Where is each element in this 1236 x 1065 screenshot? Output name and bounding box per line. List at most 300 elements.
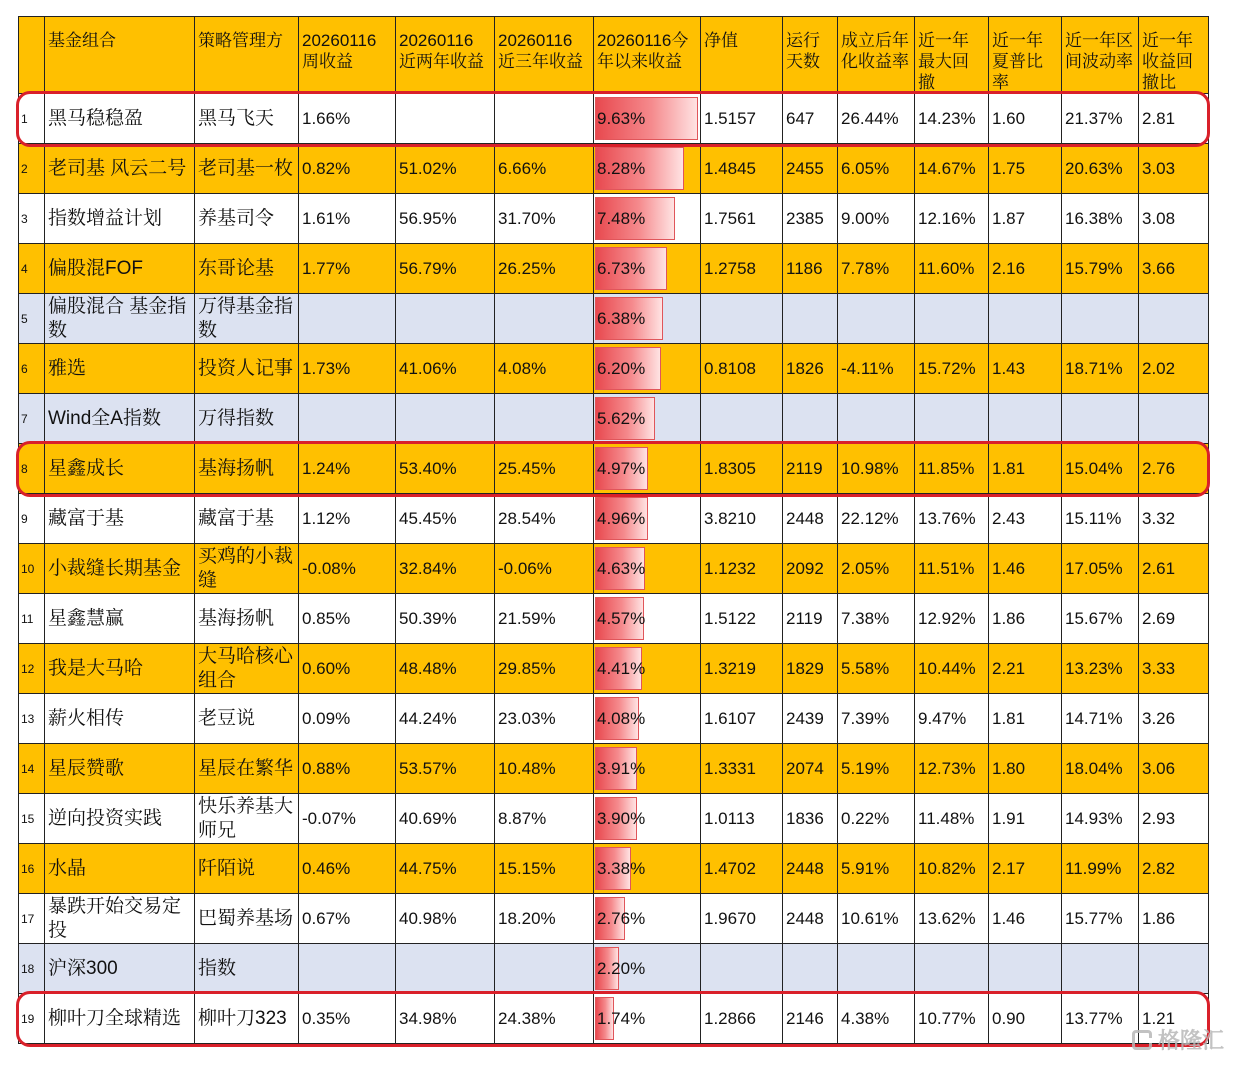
cell-ytd-return bbox=[594, 794, 701, 844]
cell-annualized-return: 5.19% bbox=[838, 744, 915, 794]
cell-weekly-return: -0.08% bbox=[299, 544, 396, 594]
cell-index: 10 bbox=[19, 544, 45, 594]
cell-three-year-return bbox=[495, 944, 594, 994]
cell-volatility: 17.05% bbox=[1062, 544, 1139, 594]
cell-running-days: 647 bbox=[783, 94, 838, 144]
table-row bbox=[19, 644, 1209, 694]
cell-max-drawdown: 11.60% bbox=[915, 244, 989, 294]
header-nav: 净值 bbox=[701, 17, 783, 94]
cell-manager: 星辰在繁华 bbox=[195, 744, 299, 794]
cell-running-days: 2385 bbox=[783, 194, 838, 244]
cell-three-year-return: 23.03% bbox=[495, 694, 594, 744]
table-row bbox=[19, 294, 1209, 344]
cell-volatility: 15.77% bbox=[1062, 894, 1139, 944]
cell-three-year-return: 26.25% bbox=[495, 244, 594, 294]
cell-running-days bbox=[783, 394, 838, 444]
cell-fund-name: 黑马稳稳盈 bbox=[45, 94, 195, 144]
cell-max-drawdown: 11.51% bbox=[915, 544, 989, 594]
cell-fund-name: 指数增益计划 bbox=[45, 194, 195, 244]
cell-fund-name: 暴跌开始交易定投 bbox=[45, 894, 195, 944]
cell-nav: 1.4845 bbox=[701, 144, 783, 194]
cell-volatility: 15.04% bbox=[1062, 444, 1139, 494]
cell-three-year-return bbox=[495, 394, 594, 444]
cell-sharpe-ratio: 1.80 bbox=[989, 744, 1062, 794]
cell-three-year-return: 10.48% bbox=[495, 744, 594, 794]
header-index bbox=[19, 17, 45, 94]
ytd-value: 2.20% bbox=[597, 958, 646, 978]
header-fund-name: 基金组合 bbox=[45, 17, 195, 94]
cell-weekly-return: 1.12% bbox=[299, 494, 396, 544]
cell-volatility: 18.71% bbox=[1062, 344, 1139, 394]
cell-index: 16 bbox=[19, 844, 45, 894]
cell-nav: 1.0113 bbox=[701, 794, 783, 844]
cell-weekly-return: 0.46% bbox=[299, 844, 396, 894]
cell-fund-name: 偏股混合 基金指数 bbox=[45, 294, 195, 344]
cell-running-days: 2448 bbox=[783, 894, 838, 944]
table-row bbox=[19, 594, 1209, 644]
cell-weekly-return: 0.88% bbox=[299, 744, 396, 794]
cell-three-year-return: 8.87% bbox=[495, 794, 594, 844]
cell-manager: 快乐养基大师兄 bbox=[195, 794, 299, 844]
cell-running-days: 2119 bbox=[783, 444, 838, 494]
header-running-days: 运行天数 bbox=[783, 17, 838, 94]
cell-nav: 1.2758 bbox=[701, 244, 783, 294]
cell-manager: 万得基金指数 bbox=[195, 294, 299, 344]
cell-manager: 老司基一枚 bbox=[195, 144, 299, 194]
cell-annualized-return: 7.39% bbox=[838, 694, 915, 744]
cell-fund-name: 星鑫慧赢 bbox=[45, 594, 195, 644]
cell-sharpe-ratio: 1.81 bbox=[989, 444, 1062, 494]
cell-manager: 万得指数 bbox=[195, 394, 299, 444]
cell-manager: 老豆说 bbox=[195, 694, 299, 744]
cell-max-drawdown: 11.85% bbox=[915, 444, 989, 494]
cell-running-days: 2092 bbox=[783, 544, 838, 594]
cell-return-drawdown-ratio: 2.02 bbox=[1139, 344, 1209, 394]
cell-fund-name: 老司基 风云二号 bbox=[45, 144, 195, 194]
cell-ytd-return bbox=[594, 594, 701, 644]
header-two-year-return: 20260116 近两年收益 bbox=[396, 17, 495, 94]
cell-max-drawdown: 10.77% bbox=[915, 994, 989, 1044]
table-row bbox=[19, 94, 1209, 144]
table-body bbox=[19, 94, 1209, 1044]
cell-two-year-return bbox=[396, 94, 495, 144]
cell-return-drawdown-ratio: 3.32 bbox=[1139, 494, 1209, 544]
cell-return-drawdown-ratio: 2.81 bbox=[1139, 94, 1209, 144]
cell-return-drawdown-ratio: 2.76 bbox=[1139, 444, 1209, 494]
ytd-value: 4.96% bbox=[597, 508, 646, 528]
cell-max-drawdown: 14.23% bbox=[915, 94, 989, 144]
cell-index: 17 bbox=[19, 894, 45, 944]
cell-sharpe-ratio: 2.21 bbox=[989, 644, 1062, 694]
cell-running-days: 2455 bbox=[783, 144, 838, 194]
cell-sharpe-ratio: 1.91 bbox=[989, 794, 1062, 844]
cell-fund-name: 雅选 bbox=[45, 344, 195, 394]
cell-ytd-return bbox=[594, 544, 701, 594]
cell-two-year-return: 53.57% bbox=[396, 744, 495, 794]
cell-manager: 黑马飞天 bbox=[195, 94, 299, 144]
cell-ytd-return bbox=[594, 394, 701, 444]
cell-running-days: 1829 bbox=[783, 644, 838, 694]
cell-return-drawdown-ratio: 1.21 bbox=[1139, 994, 1209, 1044]
cell-three-year-return: 4.08% bbox=[495, 344, 594, 394]
cell-return-drawdown-ratio: 1.86 bbox=[1139, 894, 1209, 944]
cell-ytd-return bbox=[594, 94, 701, 144]
cell-max-drawdown bbox=[915, 944, 989, 994]
cell-nav: 1.3331 bbox=[701, 744, 783, 794]
cell-ytd-return bbox=[594, 244, 701, 294]
ytd-value: 8.28% bbox=[597, 158, 646, 178]
cell-ytd-return bbox=[594, 194, 701, 244]
cell-nav: 1.5157 bbox=[701, 94, 783, 144]
cell-sharpe-ratio: 1.75 bbox=[989, 144, 1062, 194]
cell-return-drawdown-ratio: 3.66 bbox=[1139, 244, 1209, 294]
cell-index: 15 bbox=[19, 794, 45, 844]
cell-weekly-return: 0.85% bbox=[299, 594, 396, 644]
cell-three-year-return bbox=[495, 294, 594, 344]
cell-index: 6 bbox=[19, 344, 45, 394]
cell-nav: 3.8210 bbox=[701, 494, 783, 544]
cell-return-drawdown-ratio: 3.33 bbox=[1139, 644, 1209, 694]
cell-weekly-return: 0.35% bbox=[299, 994, 396, 1044]
cell-index: 5 bbox=[19, 294, 45, 344]
ytd-value: 3.90% bbox=[597, 808, 646, 828]
cell-max-drawdown: 12.16% bbox=[915, 194, 989, 244]
cell-two-year-return: 53.40% bbox=[396, 444, 495, 494]
cell-manager: 柳叶刀323 bbox=[195, 994, 299, 1044]
cell-sharpe-ratio: 1.87 bbox=[989, 194, 1062, 244]
table-row bbox=[19, 144, 1209, 194]
cell-manager: 巴蜀养基场 bbox=[195, 894, 299, 944]
cell-index: 9 bbox=[19, 494, 45, 544]
cell-weekly-return bbox=[299, 944, 396, 994]
cell-running-days: 2439 bbox=[783, 694, 838, 744]
cell-weekly-return bbox=[299, 294, 396, 344]
cell-volatility: 13.23% bbox=[1062, 644, 1139, 694]
cell-return-drawdown-ratio: 3.08 bbox=[1139, 194, 1209, 244]
cell-manager: 阡陌说 bbox=[195, 844, 299, 894]
cell-two-year-return: 56.95% bbox=[396, 194, 495, 244]
header-max-drawdown: 近一年最大回撤 bbox=[915, 17, 989, 94]
cell-fund-name: 柳叶刀全球精选 bbox=[45, 994, 195, 1044]
cell-nav: 1.1232 bbox=[701, 544, 783, 594]
cell-manager: 指数 bbox=[195, 944, 299, 994]
cell-annualized-return: 6.05% bbox=[838, 144, 915, 194]
cell-index: 1 bbox=[19, 94, 45, 144]
cell-running-days: 1836 bbox=[783, 794, 838, 844]
table-row bbox=[19, 444, 1209, 494]
cell-manager: 基海扬帆 bbox=[195, 444, 299, 494]
cell-fund-name: 星鑫成长 bbox=[45, 444, 195, 494]
cell-index: 14 bbox=[19, 744, 45, 794]
cell-volatility: 14.71% bbox=[1062, 694, 1139, 744]
cell-annualized-return bbox=[838, 294, 915, 344]
header-manager: 策略管理方 bbox=[195, 17, 299, 94]
cell-nav: 1.7561 bbox=[701, 194, 783, 244]
cell-nav: 0.8108 bbox=[701, 344, 783, 394]
table-row bbox=[19, 244, 1209, 294]
cell-annualized-return: 2.05% bbox=[838, 544, 915, 594]
cell-two-year-return: 50.39% bbox=[396, 594, 495, 644]
table-row bbox=[19, 194, 1209, 244]
cell-annualized-return: 7.38% bbox=[838, 594, 915, 644]
header-return-drawdown-ratio: 近一年收益回撤比 bbox=[1139, 17, 1209, 94]
cell-manager: 基海扬帆 bbox=[195, 594, 299, 644]
cell-two-year-return: 44.75% bbox=[396, 844, 495, 894]
cell-running-days bbox=[783, 944, 838, 994]
cell-two-year-return: 32.84% bbox=[396, 544, 495, 594]
cell-max-drawdown: 12.92% bbox=[915, 594, 989, 644]
cell-annualized-return: 22.12% bbox=[838, 494, 915, 544]
ytd-value: 6.20% bbox=[597, 358, 646, 378]
cell-manager: 大马哈核心组合 bbox=[195, 644, 299, 694]
cell-max-drawdown: 9.47% bbox=[915, 694, 989, 744]
cell-manager: 养基司令 bbox=[195, 194, 299, 244]
cell-running-days: 1186 bbox=[783, 244, 838, 294]
cell-sharpe-ratio: 2.43 bbox=[989, 494, 1062, 544]
cell-fund-name: 我是大马哈 bbox=[45, 644, 195, 694]
cell-sharpe-ratio: 2.17 bbox=[989, 844, 1062, 894]
table-row bbox=[19, 844, 1209, 894]
ytd-value: 3.38% bbox=[597, 858, 646, 878]
table-row bbox=[19, 894, 1209, 944]
cell-weekly-return: 1.73% bbox=[299, 344, 396, 394]
cell-annualized-return: 9.00% bbox=[838, 194, 915, 244]
cell-two-year-return: 56.79% bbox=[396, 244, 495, 294]
ytd-value: 4.41% bbox=[597, 658, 646, 678]
cell-volatility: 18.04% bbox=[1062, 744, 1139, 794]
cell-return-drawdown-ratio: 2.93 bbox=[1139, 794, 1209, 844]
cell-manager: 东哥论基 bbox=[195, 244, 299, 294]
cell-nav: 1.6107 bbox=[701, 694, 783, 744]
cell-three-year-return: 18.20% bbox=[495, 894, 594, 944]
table-row bbox=[19, 694, 1209, 744]
cell-volatility: 15.11% bbox=[1062, 494, 1139, 544]
cell-fund-name: 逆向投资实践 bbox=[45, 794, 195, 844]
cell-nav bbox=[701, 394, 783, 444]
cell-sharpe-ratio bbox=[989, 944, 1062, 994]
cell-nav: 1.5122 bbox=[701, 594, 783, 644]
cell-running-days: 1826 bbox=[783, 344, 838, 394]
cell-ytd-return bbox=[594, 444, 701, 494]
cell-running-days: 2074 bbox=[783, 744, 838, 794]
cell-index: 3 bbox=[19, 194, 45, 244]
cell-nav: 1.3219 bbox=[701, 644, 783, 694]
cell-manager: 买鸡的小裁缝 bbox=[195, 544, 299, 594]
cell-weekly-return: 0.60% bbox=[299, 644, 396, 694]
cell-return-drawdown-ratio: 3.06 bbox=[1139, 744, 1209, 794]
cell-two-year-return: 40.69% bbox=[396, 794, 495, 844]
cell-volatility: 11.99% bbox=[1062, 844, 1139, 894]
cell-two-year-return: 34.98% bbox=[396, 994, 495, 1044]
cell-max-drawdown: 14.67% bbox=[915, 144, 989, 194]
cell-fund-name: 藏富于基 bbox=[45, 494, 195, 544]
header-volatility: 近一年区间波动率 bbox=[1062, 17, 1139, 94]
cell-volatility: 15.79% bbox=[1062, 244, 1139, 294]
cell-nav: 1.8305 bbox=[701, 444, 783, 494]
ytd-value: 4.63% bbox=[597, 558, 646, 578]
cell-sharpe-ratio bbox=[989, 294, 1062, 344]
cell-nav: 1.4702 bbox=[701, 844, 783, 894]
cell-max-drawdown: 10.82% bbox=[915, 844, 989, 894]
cell-weekly-return: 1.61% bbox=[299, 194, 396, 244]
cell-ytd-return bbox=[594, 644, 701, 694]
cell-three-year-return: 24.38% bbox=[495, 994, 594, 1044]
cell-max-drawdown: 13.62% bbox=[915, 894, 989, 944]
cell-volatility: 21.37% bbox=[1062, 94, 1139, 144]
cell-annualized-return: 4.38% bbox=[838, 994, 915, 1044]
cell-three-year-return: -0.06% bbox=[495, 544, 594, 594]
cell-ytd-return bbox=[594, 844, 701, 894]
cell-ytd-return bbox=[594, 744, 701, 794]
table-row bbox=[19, 944, 1209, 994]
cell-nav bbox=[701, 294, 783, 344]
ytd-value: 6.73% bbox=[597, 258, 646, 278]
cell-nav: 1.9670 bbox=[701, 894, 783, 944]
cell-weekly-return: 1.24% bbox=[299, 444, 396, 494]
cell-three-year-return: 6.66% bbox=[495, 144, 594, 194]
cell-manager: 投资人记事 bbox=[195, 344, 299, 394]
cell-return-drawdown-ratio: 2.61 bbox=[1139, 544, 1209, 594]
table-row bbox=[19, 394, 1209, 444]
cell-sharpe-ratio: 1.86 bbox=[989, 594, 1062, 644]
cell-return-drawdown-ratio: 2.82 bbox=[1139, 844, 1209, 894]
cell-two-year-return: 48.48% bbox=[396, 644, 495, 694]
cell-sharpe-ratio: 1.81 bbox=[989, 694, 1062, 744]
table-row bbox=[19, 494, 1209, 544]
cell-nav bbox=[701, 944, 783, 994]
cell-sharpe-ratio: 1.46 bbox=[989, 894, 1062, 944]
cell-three-year-return: 15.15% bbox=[495, 844, 594, 894]
gelonghui-logo-icon bbox=[1132, 1030, 1152, 1050]
ytd-value: 4.97% bbox=[597, 458, 646, 478]
cell-return-drawdown-ratio bbox=[1139, 394, 1209, 444]
cell-return-drawdown-ratio: 2.69 bbox=[1139, 594, 1209, 644]
cell-running-days: 2146 bbox=[783, 994, 838, 1044]
watermark bbox=[1132, 1024, 1224, 1055]
ytd-value: 5.62% bbox=[597, 408, 646, 428]
cell-two-year-return: 44.24% bbox=[396, 694, 495, 744]
cell-ytd-return bbox=[594, 944, 701, 994]
cell-return-drawdown-ratio: 3.03 bbox=[1139, 144, 1209, 194]
cell-manager: 藏富于基 bbox=[195, 494, 299, 544]
cell-three-year-return: 21.59% bbox=[495, 594, 594, 644]
cell-running-days: 2119 bbox=[783, 594, 838, 644]
cell-index: 18 bbox=[19, 944, 45, 994]
cell-weekly-return: 1.77% bbox=[299, 244, 396, 294]
cell-volatility: 14.93% bbox=[1062, 794, 1139, 844]
cell-three-year-return: 25.45% bbox=[495, 444, 594, 494]
cell-return-drawdown-ratio bbox=[1139, 294, 1209, 344]
header-sharpe-ratio: 近一年夏普比率 bbox=[989, 17, 1062, 94]
header-three-year-return: 20260116 近三年收益 bbox=[495, 17, 594, 94]
ytd-value: 3.91% bbox=[597, 758, 646, 778]
cell-ytd-return bbox=[594, 994, 701, 1044]
cell-index: 19 bbox=[19, 994, 45, 1044]
cell-running-days bbox=[783, 294, 838, 344]
cell-sharpe-ratio: 1.43 bbox=[989, 344, 1062, 394]
cell-sharpe-ratio bbox=[989, 394, 1062, 444]
cell-max-drawdown: 11.48% bbox=[915, 794, 989, 844]
cell-max-drawdown: 15.72% bbox=[915, 344, 989, 394]
ytd-value: 4.08% bbox=[597, 708, 646, 728]
cell-annualized-return bbox=[838, 944, 915, 994]
cell-ytd-return bbox=[594, 294, 701, 344]
cell-annualized-return: -4.11% bbox=[838, 344, 915, 394]
cell-fund-name: 薪火相传 bbox=[45, 694, 195, 744]
cell-two-year-return bbox=[396, 294, 495, 344]
table-row bbox=[19, 744, 1209, 794]
cell-weekly-return: 0.09% bbox=[299, 694, 396, 744]
cell-index: 4 bbox=[19, 244, 45, 294]
header-weekly-return: 20260116 周收益 bbox=[299, 17, 396, 94]
header-annualized-return: 成立后年化收益率 bbox=[838, 17, 915, 94]
ytd-value: 1.74% bbox=[597, 1008, 646, 1028]
cell-volatility: 15.67% bbox=[1062, 594, 1139, 644]
cell-annualized-return bbox=[838, 394, 915, 444]
ytd-value: 7.48% bbox=[597, 208, 646, 228]
cell-fund-name: 偏股混FOF bbox=[45, 244, 195, 294]
cell-annualized-return: 26.44% bbox=[838, 94, 915, 144]
cell-weekly-return: 0.82% bbox=[299, 144, 396, 194]
cell-sharpe-ratio: 1.46 bbox=[989, 544, 1062, 594]
cell-index: 8 bbox=[19, 444, 45, 494]
cell-return-drawdown-ratio: 3.26 bbox=[1139, 694, 1209, 744]
cell-index: 11 bbox=[19, 594, 45, 644]
cell-volatility bbox=[1062, 944, 1139, 994]
cell-two-year-return: 51.02% bbox=[396, 144, 495, 194]
cell-annualized-return: 10.98% bbox=[838, 444, 915, 494]
table-row bbox=[19, 794, 1209, 844]
table-row bbox=[19, 994, 1209, 1044]
cell-fund-name: 水晶 bbox=[45, 844, 195, 894]
cell-ytd-return bbox=[594, 494, 701, 544]
cell-nav: 1.2866 bbox=[701, 994, 783, 1044]
cell-index: 13 bbox=[19, 694, 45, 744]
cell-annualized-return: 0.22% bbox=[838, 794, 915, 844]
cell-weekly-return: 0.67% bbox=[299, 894, 396, 944]
cell-three-year-return: 31.70% bbox=[495, 194, 594, 244]
cell-fund-name: 小裁缝长期基金 bbox=[45, 544, 195, 594]
cell-index: 12 bbox=[19, 644, 45, 694]
cell-running-days: 2448 bbox=[783, 844, 838, 894]
cell-max-drawdown: 12.73% bbox=[915, 744, 989, 794]
cell-weekly-return: -0.07% bbox=[299, 794, 396, 844]
header-ytd-return: 20260116今年以来收益 bbox=[594, 17, 701, 94]
cell-two-year-return bbox=[396, 394, 495, 444]
cell-index: 2 bbox=[19, 144, 45, 194]
ytd-value: 9.63% bbox=[597, 108, 646, 128]
cell-fund-name: 星辰赞歌 bbox=[45, 744, 195, 794]
cell-fund-name: 沪深300 bbox=[45, 944, 195, 994]
cell-two-year-return bbox=[396, 944, 495, 994]
ytd-value: 2.76% bbox=[597, 908, 646, 928]
cell-weekly-return bbox=[299, 394, 396, 444]
cell-annualized-return: 7.78% bbox=[838, 244, 915, 294]
cell-max-drawdown bbox=[915, 394, 989, 444]
cell-max-drawdown: 10.44% bbox=[915, 644, 989, 694]
cell-annualized-return: 5.91% bbox=[838, 844, 915, 894]
watermark-text: 格隆汇 bbox=[1157, 1028, 1224, 1053]
cell-sharpe-ratio: 0.90 bbox=[989, 994, 1062, 1044]
table-row bbox=[19, 344, 1209, 394]
cell-index: 7 bbox=[19, 394, 45, 444]
cell-fund-name: Wind全A指数 bbox=[45, 394, 195, 444]
cell-sharpe-ratio: 2.16 bbox=[989, 244, 1062, 294]
cell-volatility: 16.38% bbox=[1062, 194, 1139, 244]
cell-annualized-return: 10.61% bbox=[838, 894, 915, 944]
cell-two-year-return: 41.06% bbox=[396, 344, 495, 394]
cell-volatility: 13.77% bbox=[1062, 994, 1139, 1044]
